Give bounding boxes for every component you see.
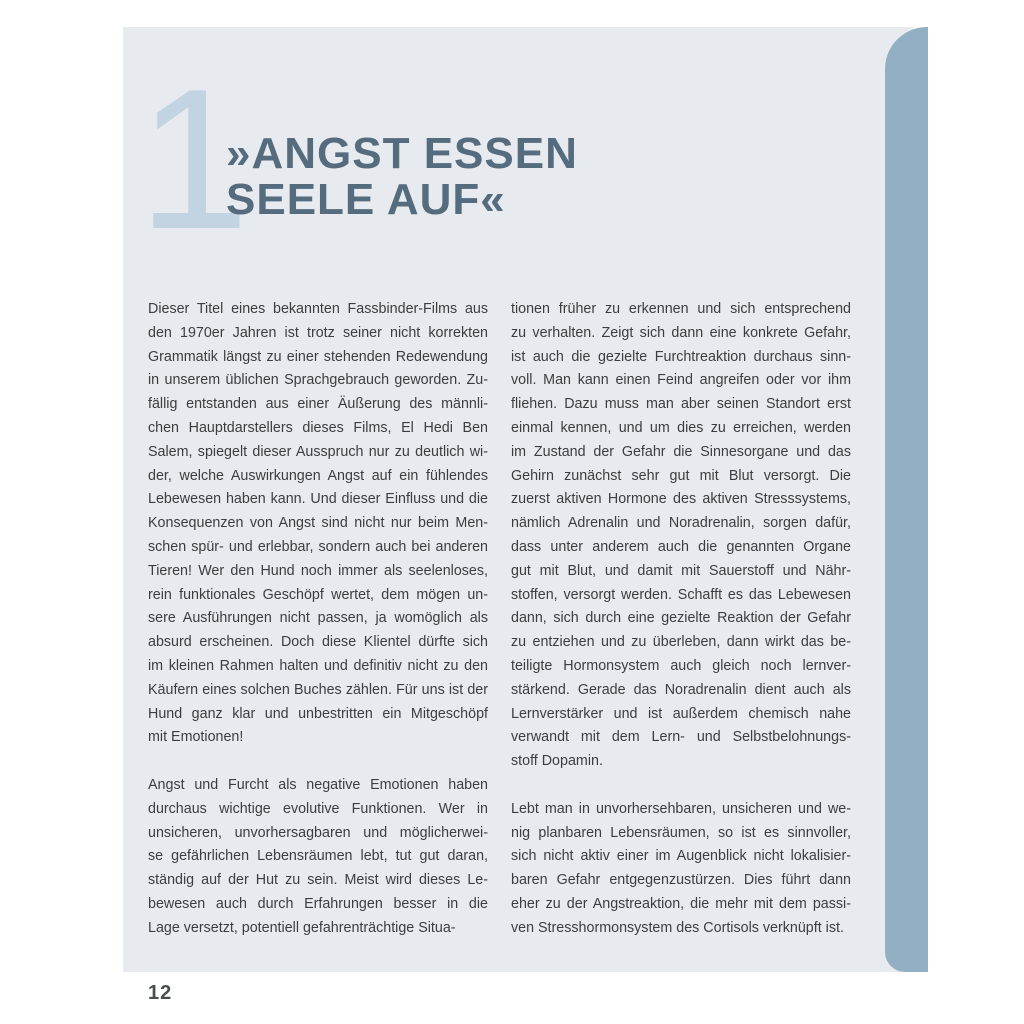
body-text-line: sich nicht aktiv einer im Augenblick nicht lokalisier- [511,848,851,865]
body-text-line: Tieren! Wer den Hund noch immer als seelenloses, [148,562,488,579]
body-text-line: fällig entstanden aus einer Äußerung des männli- [148,396,488,413]
body-text-line: fliehen. Dazu muss man aber seinen Standort erst [511,396,851,413]
paragraph-gap [148,750,488,774]
body-text-line: chen Hauptdarstellers dieses Films, El Hedi Ben [148,419,488,436]
body-text-line: ven Stresshormonsystem des Cortisols verknüpft ist. [511,919,844,936]
body-text-line: dass unter anderem auch die genannten Organe [511,538,851,555]
body-text-line: Grammatik längst zu einer stehenden Redewendung [148,348,488,365]
body-text-line: sere Ausführungen nicht passen, ja womöglich als [148,610,488,627]
body-text-line: bewesen auch durch Erfahrungen besser in die [148,895,488,912]
chapter-side-tab [885,27,928,972]
chapter-title [226,131,726,223]
body-text-line: Konsequenzen von Angst sind nicht nur beim Men- [148,515,488,532]
body-text-line: gut mit Blut, und damit mit Sauerstoff und Nähr- [511,562,851,579]
body-text-line: stärkend. Gerade das Noradrenalin dient auch als [511,681,851,698]
body-text-line: einmal kennen, und um dies zu erreichen, werden [511,419,851,436]
body-text-line: baren Gefahr entgegenzustürzen. Dies führt dann [511,872,851,889]
body-text-line: Lebewesen haben kann. Und dieser Einfluss und die [148,491,488,508]
body-text-line: absurd erscheinen. Doch diese Klientel dürfte sich [148,634,488,651]
body-text-line: teiligte Hormonsystem auch gleich noch lernver- [511,657,851,674]
body-text-line: eher zu der Angstreaktion, die mehr mit dem passi- [511,895,851,912]
body-text-line: mit Emotionen! [148,729,244,746]
body-text-line: zu entziehen und zu überleben, dann wirkt das be- [511,634,851,651]
body-text-line: Käufern eines solchen Buches zählen. Für uns ist der [148,681,488,698]
body-text-line: Salem, spiegelt dieser Ausspruch nur zu deutlich wi- [148,443,488,460]
body-text-line: in unserem üblichen Sprachgebrauch geworden. Zu- [148,372,488,389]
body-text-line: Angst und Furcht als negative Emotionen haben [148,776,488,793]
body-text-line: zu verhalten. Zeigt sich dann eine konkrete Gefahr, [511,324,851,341]
body-text-line: den 1970er Jahren ist trotz seiner nicht korrekten [148,324,488,341]
body-text-line: Gehirn zunächst sehr gut mit Blut versorgt. Die [511,467,851,484]
body-text-line: Lebt man in unvorhersehbaren, unsicheren und we- [511,800,851,817]
text-column-left [148,298,488,941]
text-column-right [511,298,851,941]
body-text-line: unsicheren, unvorhersagbaren und möglicherwei- [148,824,488,841]
body-text-line: nämlich Adrenalin und Noradrenalin, sorgen dafür, [511,515,851,532]
body-text-line: tionen früher zu erkennen und sich entsprechend [511,301,851,317]
body-text-line: Lage versetzt, potentiell gefahrenträchtige Situa- [148,919,456,936]
body-text-line: im kleinen Rahmen halten und definitiv nicht zu den [148,657,488,674]
body-text-line: zuerst aktiven Hormone des aktiven Stresssystems, [511,491,851,508]
body-text-line: ständig auf der Hut zu sein. Meist wird dieses Le- [148,872,488,889]
body-text-line: Hund ganz klar und unbestritten ein Mitgeschöpf [148,705,488,722]
body-text-line: verwandt mit dem Lern- und Selbstbelohnungs- [511,729,851,746]
page-number: 12 [148,982,173,1004]
chapter-number: 1 [138,48,244,271]
body-text-line: Dieser Titel eines bekannten Fassbinder-Films aus [148,301,488,317]
body-text-line: schen spür- und erlebbar, sondern auch bei anderen [148,538,488,555]
body-text-line: stoff Dopamin. [511,753,603,770]
chapter-title-line: »ANGST ESSEN [226,129,578,178]
body-text-line: nig planbaren Lebensräumen, so ist es sinnvoller, [511,824,851,841]
paragraph-gap [511,774,851,798]
body-text-line: rein funktionales Geschöpf wertet, dem mögen un- [148,586,488,603]
body-text-line: se gefährlichen Lebensräumen lebt, tut gut daran, [148,848,488,865]
body-text-line: voll. Man kann einen Feind angreifen oder vor ihm [511,372,851,389]
body-text-line: der, welche Auswirkungen Angst auf ein fühlendes [148,467,488,484]
body-text-line: dann, sich durch eine gezielte Reaktion der Gefahr [511,610,851,627]
body-text-line: ist auch die gezielte Furchtreaktion durchaus sinn- [511,348,851,365]
body-text-line: Lernverstärker und ist außerdem chemisch nahe [511,705,851,722]
chapter-title-line: SEELE AUF« [226,175,506,224]
body-text-line: im Zustand der Gefahr die Sinnesorgane und das [511,443,851,460]
body-text-line: durchaus wichtige evolutive Funktionen. Wer in [148,800,488,817]
body-text-line: stoffen, versorgt werden. Schafft es das Lebewesen [511,586,851,603]
